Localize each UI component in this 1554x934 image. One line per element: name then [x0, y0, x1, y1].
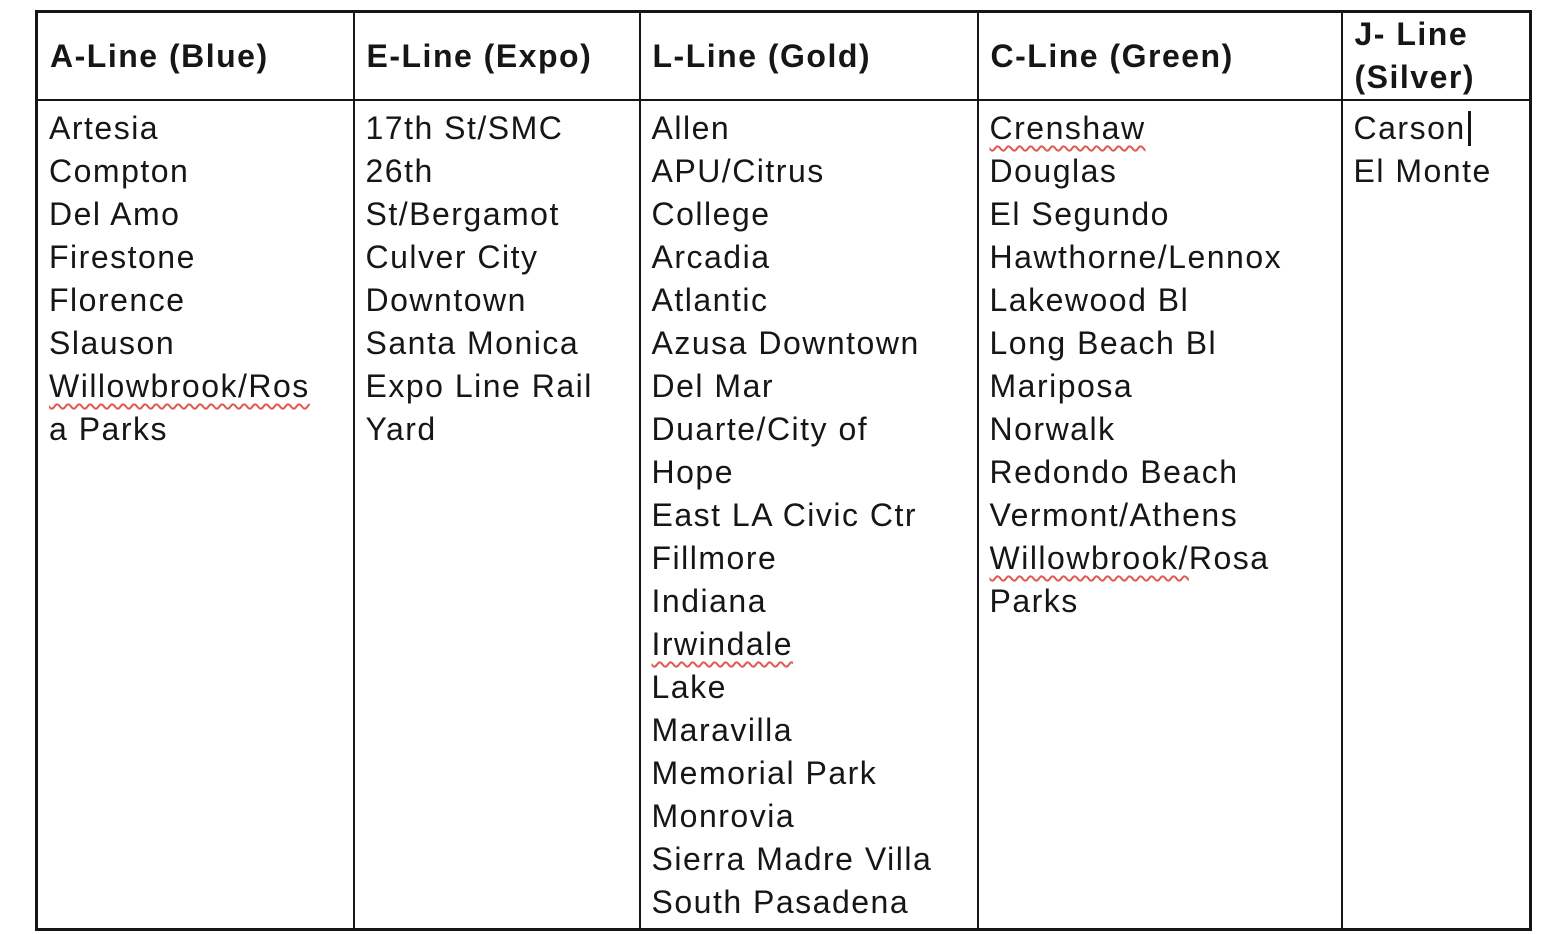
station-text: Carson — [1353, 110, 1466, 146]
station-text: 26th — [365, 153, 434, 189]
column-cell-l-line-gold[interactable] — [640, 100, 978, 930]
column-header-label: C-Line (Green) — [990, 37, 1234, 74]
station-line — [49, 193, 347, 236]
column-header-a-line-blue[interactable] — [37, 12, 354, 101]
station-line — [652, 580, 971, 623]
station-line — [652, 494, 971, 537]
station-line — [990, 322, 1335, 365]
station-line — [49, 408, 347, 451]
station-line — [652, 666, 971, 709]
station-text: Downtown — [365, 282, 527, 318]
station-line — [366, 150, 633, 193]
station-line — [652, 537, 971, 580]
station-line — [652, 193, 971, 236]
station-text: Culver City — [365, 239, 539, 275]
station-text: El Monte — [1353, 153, 1492, 189]
station-text: Azusa Downtown — [651, 325, 920, 361]
misspelled-text: Willowbrook/Ros — [49, 368, 310, 404]
station-line — [990, 494, 1335, 537]
station-text: a Parks — [49, 411, 168, 447]
station-text: Sierra Madre Villa — [651, 841, 933, 877]
station-text: Douglas — [989, 153, 1118, 189]
station-line — [366, 193, 633, 236]
station-text: Monrovia — [651, 798, 796, 834]
station-line — [366, 107, 633, 150]
station-text: College — [651, 196, 771, 232]
station-text: Norwalk — [989, 411, 1116, 447]
station-text: Yard — [365, 411, 437, 447]
column-cell-a-line-blue[interactable] — [37, 100, 354, 930]
station-line — [49, 365, 347, 408]
station-line — [366, 322, 633, 365]
station-line — [49, 322, 347, 365]
station-text: Hope — [651, 454, 734, 490]
station-text: Del Mar — [651, 368, 775, 404]
station-line — [366, 279, 633, 322]
station-line — [49, 236, 347, 279]
station-text: Slauson — [49, 325, 176, 361]
station-text: Firestone — [49, 239, 196, 275]
station-text: Memorial Park — [651, 755, 878, 791]
station-line — [990, 408, 1335, 451]
station-line — [652, 709, 971, 752]
column-header-c-line-green[interactable] — [978, 12, 1342, 101]
station-text: St/Bergamot — [365, 196, 560, 232]
station-text: Mariposa — [989, 368, 1134, 404]
station-line — [652, 838, 971, 881]
metro-lines-table — [35, 10, 1532, 931]
column-header-l-line-gold[interactable] — [640, 12, 978, 101]
station-line — [1354, 107, 1524, 150]
station-text: Del Amo — [49, 196, 181, 232]
body-row — [37, 100, 1531, 930]
station-line — [1354, 150, 1524, 193]
station-text: Atlantic — [651, 282, 769, 318]
station-text: Artesia — [49, 110, 160, 146]
station-line — [652, 408, 971, 451]
station-line — [49, 107, 347, 150]
station-line — [990, 279, 1335, 322]
station-line — [652, 623, 971, 666]
column-header-j-line-silver[interactable] — [1342, 12, 1531, 101]
station-line — [990, 107, 1335, 150]
station-line — [652, 107, 971, 150]
station-line — [652, 322, 971, 365]
station-text: Long Beach Bl — [989, 325, 1218, 361]
misspelled-text: Willowbrook/ — [989, 540, 1189, 576]
station-text: Rosa — [1188, 540, 1270, 576]
station-line — [990, 365, 1335, 408]
station-text: Hawthorne/Lennox — [989, 239, 1283, 275]
station-line — [652, 881, 971, 924]
station-line — [990, 451, 1335, 494]
column-header-e-line-expo[interactable] — [354, 12, 640, 101]
column-cell-c-line-green[interactable] — [978, 100, 1342, 930]
column-header-label: J- Line (Silver) — [1354, 16, 1475, 95]
station-text: APU/Citrus — [651, 153, 825, 189]
station-line — [990, 580, 1335, 623]
station-text: Duarte/City of — [651, 411, 869, 447]
station-line — [652, 236, 971, 279]
station-line — [49, 150, 347, 193]
text-cursor — [1468, 111, 1471, 146]
station-line — [652, 365, 971, 408]
station-line — [652, 150, 971, 193]
station-text: 17th St/SMC — [365, 110, 564, 146]
station-text: Redondo Beach — [989, 454, 1239, 490]
station-text: Parks — [989, 583, 1079, 619]
station-line — [990, 537, 1335, 580]
station-text: Lakewood Bl — [989, 282, 1190, 318]
column-header-label: E-Line (Expo) — [366, 37, 593, 74]
station-line — [990, 150, 1335, 193]
station-line — [990, 236, 1335, 279]
column-cell-j-line-silver[interactable] — [1342, 100, 1531, 930]
station-text: Maravilla — [651, 712, 794, 748]
column-header-label: A-Line (Blue) — [50, 37, 269, 74]
station-text: Vermont/Athens — [989, 497, 1239, 533]
station-text: Florence — [49, 282, 186, 318]
station-text: El Segundo — [989, 196, 1170, 232]
station-text: Indiana — [651, 583, 767, 619]
station-text: Compton — [49, 153, 190, 189]
station-line — [652, 451, 971, 494]
column-cell-e-line-expo[interactable] — [354, 100, 640, 930]
station-text: Allen — [651, 110, 731, 146]
station-text: South Pasadena — [651, 884, 910, 920]
station-line — [49, 279, 347, 322]
station-text: Expo Line Rail — [365, 368, 593, 404]
station-line — [652, 752, 971, 795]
station-line — [366, 236, 633, 279]
station-line — [652, 279, 971, 322]
header-row — [37, 12, 1531, 101]
misspelled-text: Crenshaw — [989, 110, 1146, 146]
station-text: East LA Civic Ctr — [651, 497, 918, 533]
station-line — [366, 365, 633, 408]
station-line — [652, 795, 971, 838]
station-line — [366, 408, 633, 451]
station-text: Arcadia — [651, 239, 771, 275]
station-text: Fillmore — [651, 540, 778, 576]
station-line — [990, 193, 1335, 236]
station-text: Santa Monica — [365, 325, 580, 361]
misspelled-text: Irwindale — [651, 626, 794, 662]
column-header-label: L-Line (Gold) — [652, 37, 872, 74]
station-text: Lake — [651, 669, 727, 705]
